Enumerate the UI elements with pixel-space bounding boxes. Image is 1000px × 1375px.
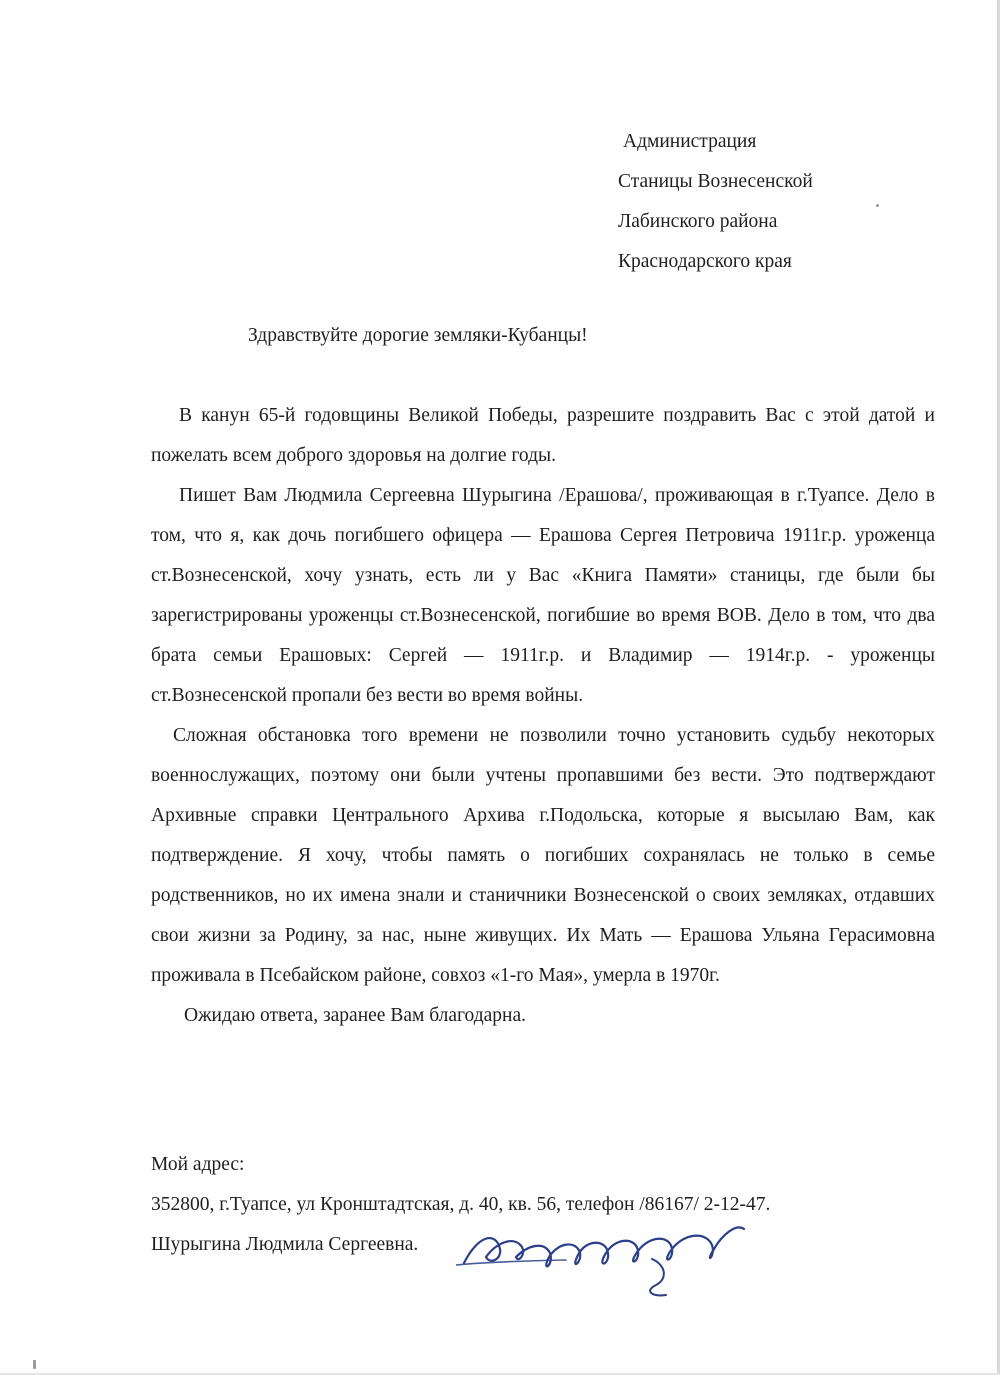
sender-address: 352800, г.Туапсе, ул Кронштадтская, д. 40, кв. 56, телефон /86167/ 2-12-47. [151,1194,771,1215]
handwritten-signature [456,1205,776,1305]
paragraph-circumstances: Сложная обстановка того времени не позволили точно установить судьбу некоторых военнослужащих, поэтому они были учтены пропавшими без вести. Это подтверждают Архивные справки Центрального Архива г.Подольска, которые я высылаю Вам, как подтверждение. Я хочу, чтобы память о погибших сохранялась не только в семье родственников, но их имена знали и станичники Вознесенской о своих земляках, отдавших свои жизни за Родину, за нас, ныне живущих. Их Мать — Ерашова Ульяна Герасимовна проживала в Псебайском районе, совхоз «1-го Мая», умерла в 1970г. [151,725,935,986]
paragraph-closing: Ожидаю ответа, заранее Вам благодарна. [184,1005,527,1026]
scan-speck [876,204,879,207]
address-label: Мой адрес: [151,1154,245,1175]
letter-body [151,396,935,1036]
recipient-line: Администрация [623,131,757,152]
paragraph-request: Пишет Вам Людмила Сергеевна Шурыгина /Ерашова/, проживающая в г.Туапсе. Дело в том, что я, как дочь погибшего офицера — Ерашова Сергея Петровича 1911г.р. уроженца ст.Вознесенской, хочу узнать, есть ли у Вас «Книга Памяти» станицы, где были бы зарегистрированы уроженцы ст.Вознесенской, погибшие во время ВОВ. Дело в том, что два брата семьи Ерашовых: Сергей — 1911г.р. и Владимир — 1914г.р. - уроженцы ст.Вознесенской пропали без вести во время войны. [151,485,935,706]
recipient-line: Краснодарского края [618,251,792,272]
recipient-block [618,124,813,284]
sender-name: Шурыгина Людмила Сергеевна. [151,1234,419,1255]
recipient-line: Станицы Вознесенской [618,171,813,192]
greeting: Здравствуйте дорогие земляки-Кубанцы! [248,325,588,346]
paragraph-greeting-wish: В канун 65-й годовщины Великой Победы, разрешите поздравить Вас с этой датой и пожелать всем доброго здоровья на долгие годы. [151,405,935,466]
scan-speck [33,1360,36,1369]
recipient-line: Лабинского района [618,211,778,232]
